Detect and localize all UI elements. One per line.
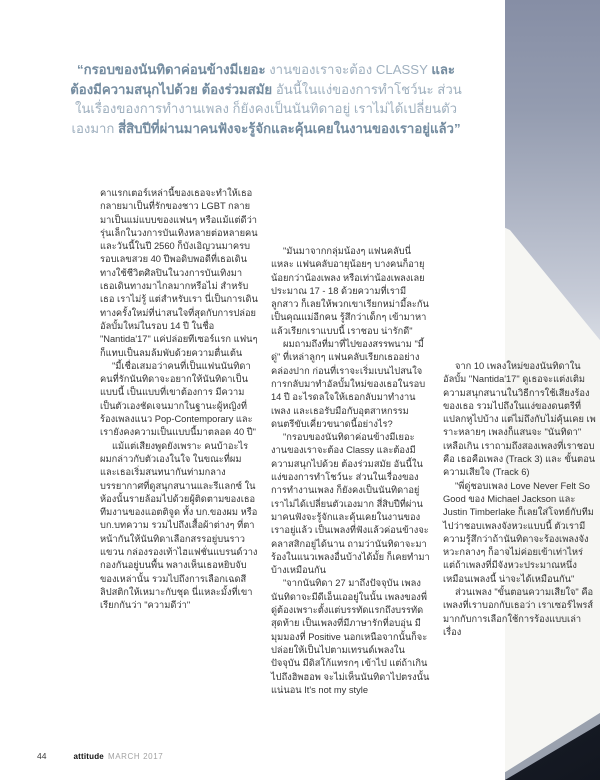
paragraph: จาก 10 เพลงใหม่ของนันทิดาในอัลบั้ม "Nantida'17" ดูเธอจะแต่งเติมความสนุกสนานในวิธีการใช้เสียงร้องของเธอ รวมไปถึงในแง่ของดนตรีที่แปลกหูไปบ้าง แต่ไม่ถึงกับไม่คุ้นเคย เพราะหลายๆ เพลงก็แสนจะ "นันทิดา" เหลือเกิน เราถามถึงสองเพลงที่เราชอบคือ เธอคือเพลง (Track 3) และ ขั้นตอนความเสียใจ (Track 6) bbox=[443, 361, 596, 478]
pull-quote-segment: งานของเราจะต้อง CLASSY bbox=[269, 62, 432, 77]
paragraph: ผมถามถึงที่มาที่ไปของสรรพนาม "มี้ดู่" ที่เหล่าลูกๆ แฟนคลับเรียกเธออย่างคล่องปาก ก่อนที่เราจะเริ่มเบนไปสนใจการกลับมาทำอัลบั้มใหม่ของเธอในรอบ 14 ปี อะไรดลใจให้เธอกลับมาทำงานเพลง และเธอรับมือกับอุตสาหกรรมดนตรีขับเคี่ยวขนาดนี้อย่างไร? bbox=[271, 339, 426, 429]
magazine-logo: attitude bbox=[73, 752, 104, 761]
pull-quote-segment: สี่สิบปีที่ผ่านมาคนฟังจะรู้จักและคุ้นเคยในงานของเราอยู่แล้ว” bbox=[118, 120, 461, 136]
text-column-3 bbox=[443, 360, 596, 639]
pull-quote-segment: และต้องมีความสนุกไปด้วย ต้องร่วมสมัย bbox=[70, 62, 455, 97]
paragraph: "จากนันทิดา 27 มาถึงปัจจุบัน เพลงนันทิดาจะมีดีเอ็นเออยู่ในนั้น เพลงของพี่ดู่ต้องเพราะตั้งแต่บรรทัดแรกถึงบรรทัดสุดท้าย เป็นเพลงที่มีภาษารักที่อบอุ่น มีมุมมองที่ Positive นอกเหนือจากนั้นก็จะปล่อยให้เป็นไปตามเทรนด์เพลงในปัจจุบัน มีดิสโก้แทรกๆ เข้าไป แต่ถ้าเกินไปถึงฮิพฮอพ จะไม่เห็นนันทิดาไปตรงนั้นแน่นอน It's not my style bbox=[271, 578, 430, 695]
paragraph: "มี้เชื่อเสมอว่าคนที่เป็นแฟนนันทิดา คนที่รักนันทิดาจะอยากให้นันทิดาเป็นแบบนี้ เป็นแบบที่เขาต้องการ มีความเป็นตัวเองชัดเจนมากในฐานะผู้หญิงที่ร้องเพลงแนว Pop-Contemporary และเรายังคงความเป็นแบบนี้มาตลอด 40 ปี" bbox=[100, 360, 256, 438]
pull-quote-segment: อันนี้ในแง่ของการทำโชว์นะ ส่วนในเรื่องของการทำงานเพลง ก็ยังคงเป็นนันทิดาอยู่ เราไม่ได้เปลี่ยนตัวเองมาก bbox=[71, 81, 462, 136]
paragraph: ส่วนเพลง "ขั้นตอนความเสียใจ" คือเพลงที่เราบอกกับเธอว่า เราเซอร์ไพรส์มากกับการเลือกใช้การร้องแบบเล่าเรื่อง bbox=[443, 587, 594, 637]
paragraph: คาแรกเตอร์เหล่านี้ของเธอจะทำให้เธอกลายมาเป็นที่รักของชาว LGBT กลายมาเป็นแม่แบบของแฟนๆ หรือแม้แต่ดีว่ารุ่นเล็กในวงการบันเทิงหลายต่อหลายคน และวันนี้ในปี 2560 ก็บังเอิญวนมาครบรอบเลขสวย 40 ปีพอดิบพอดีที่เธอเดินทางใช้ชีวิตศิลปินในวงการบันเทิงมา เธอเดินทางมาไกลมากหรือไม่ สำหรับเธอ เราไม่รู้ แต่สำหรับเรา นี่เป็นการเดินทางครั้งใหม่ที่น่าสนใจที่สุดกับการปล่อยอัลบั้มใหม่ในรอบ 14 ปี ในชื่อ "Nantida'17" แค่ปล่อยทีเซอร์แรก แฟนๆ ก็แทบเป็นลมล้มพับด้วยความตื่นเต้น bbox=[100, 188, 258, 358]
paragraph: "พี่ดู่ชอบเพลง Love Never Felt So Good ของ Michael Jackson และ Justin Timberlake ก็เลยใส่โจทย์กับทีมไปว่าชอบเพลงจังหวะแบบนี้ ตัวเรามีความรู้สึกว่าถ้านันทิดาจะร้องเพลงจังหวะกลางๆ ก็อาจไม่ค่อยเข้าเท่าไหร่ แต่ถ้าเพลงที่มีจังหวะประมาณหนึ่งเหมือนเพลงนี้ น่าจะได้เหมือนกัน" bbox=[443, 480, 594, 584]
issue-date: MARCH 2017 bbox=[107, 752, 164, 761]
paragraph: แม้แต่เสียงพูดยังเพราะ คนบ้าอะไร ผมกล่าวกับตัวเองในใจ ในขณะที่ผมและเธอเริ่มสนทนากันท่ามกลางบรรยากาศที่ดูสนุกสนานและรีแลกซ์ ในห้องนั้นรายล้อมไปด้วยผู้ติดตามของเธอ ทีมงานของแอตติจูด ทั้ง บก.ของผม หรือบก.บทความ รวมไปถึงเสื้อผ้าต่างๆ ที่ตาหน้ากันให้นันทิดาเลือกสรรอยู่บนราวแขวน กล่องรองเท้าไฮแฟชั่นแบรนด์วางกองกันอยู่บนพื้น พลางเห็นเธอหยิบจับของเหล่านั้น รวมไปถึงการเลือกเฉดสีลิปสติกให้เหมาะกับชุด นี่แหละมั้งที่เขาเรียกกันว่า "ความดีว่า" bbox=[100, 440, 258, 611]
pull-quote-segment: “กรอบของนันทิดาค่อนข้างมีเยอะ bbox=[76, 62, 270, 77]
page-footer bbox=[37, 751, 163, 761]
pull-quote bbox=[68, 60, 464, 138]
page-number: 44 bbox=[37, 751, 47, 761]
paragraph: "มันมาจากกลุ่มน้องๆ แฟนคลับนี่แหละ แฟนคลับอายุน้อยๆ บางคนก็อายุน้อยกว่าน้องเพลง หรือเท่าน้องเพลงเลย ประมาณ 17 - 18 ด้วยความที่เรามีลูกสาว ก็เลยให้พวกเขาเรียกหม่ามี้ละกัน เป็นคุณแม่อีกคน รู้สึกว่าเด็กๆ เข้ามาหาแล้วเรียกเราแบบนี้ เราชอบ น่ารักดี" bbox=[271, 246, 429, 336]
text-column-2 bbox=[271, 245, 431, 697]
paragraph: "กรอบของนันทิดาค่อนข้างมีเยอะ งานของเราจะต้อง Classy และต้องมีความสนุกไปด้วย ต้องร่วมสมัย อันนี้ในแง่ของการทำโชว์นะ ส่วนในเรื่องของการทำงานเพลง ก็ยังคงเป็นนันทิดาอยู่ เราไม่ได้เปลี่ยนตัวเองมาก สี่สิบปีที่ผ่านมาคนฟังจะรู้จักและคุ้นเคยในงานของเราอยู่แล้ว เป็นเพลงที่ฟังแล้วค่อนข้างจะคลาสสิกอยู่ได้นาน ถามว่านันทิดาจะมาร้องในแนวเพลงอื่นบ้างได้มั้ย ก็เคยทำมาบ้างเหมือนกัน bbox=[271, 432, 430, 576]
text-column-1 bbox=[100, 187, 258, 613]
